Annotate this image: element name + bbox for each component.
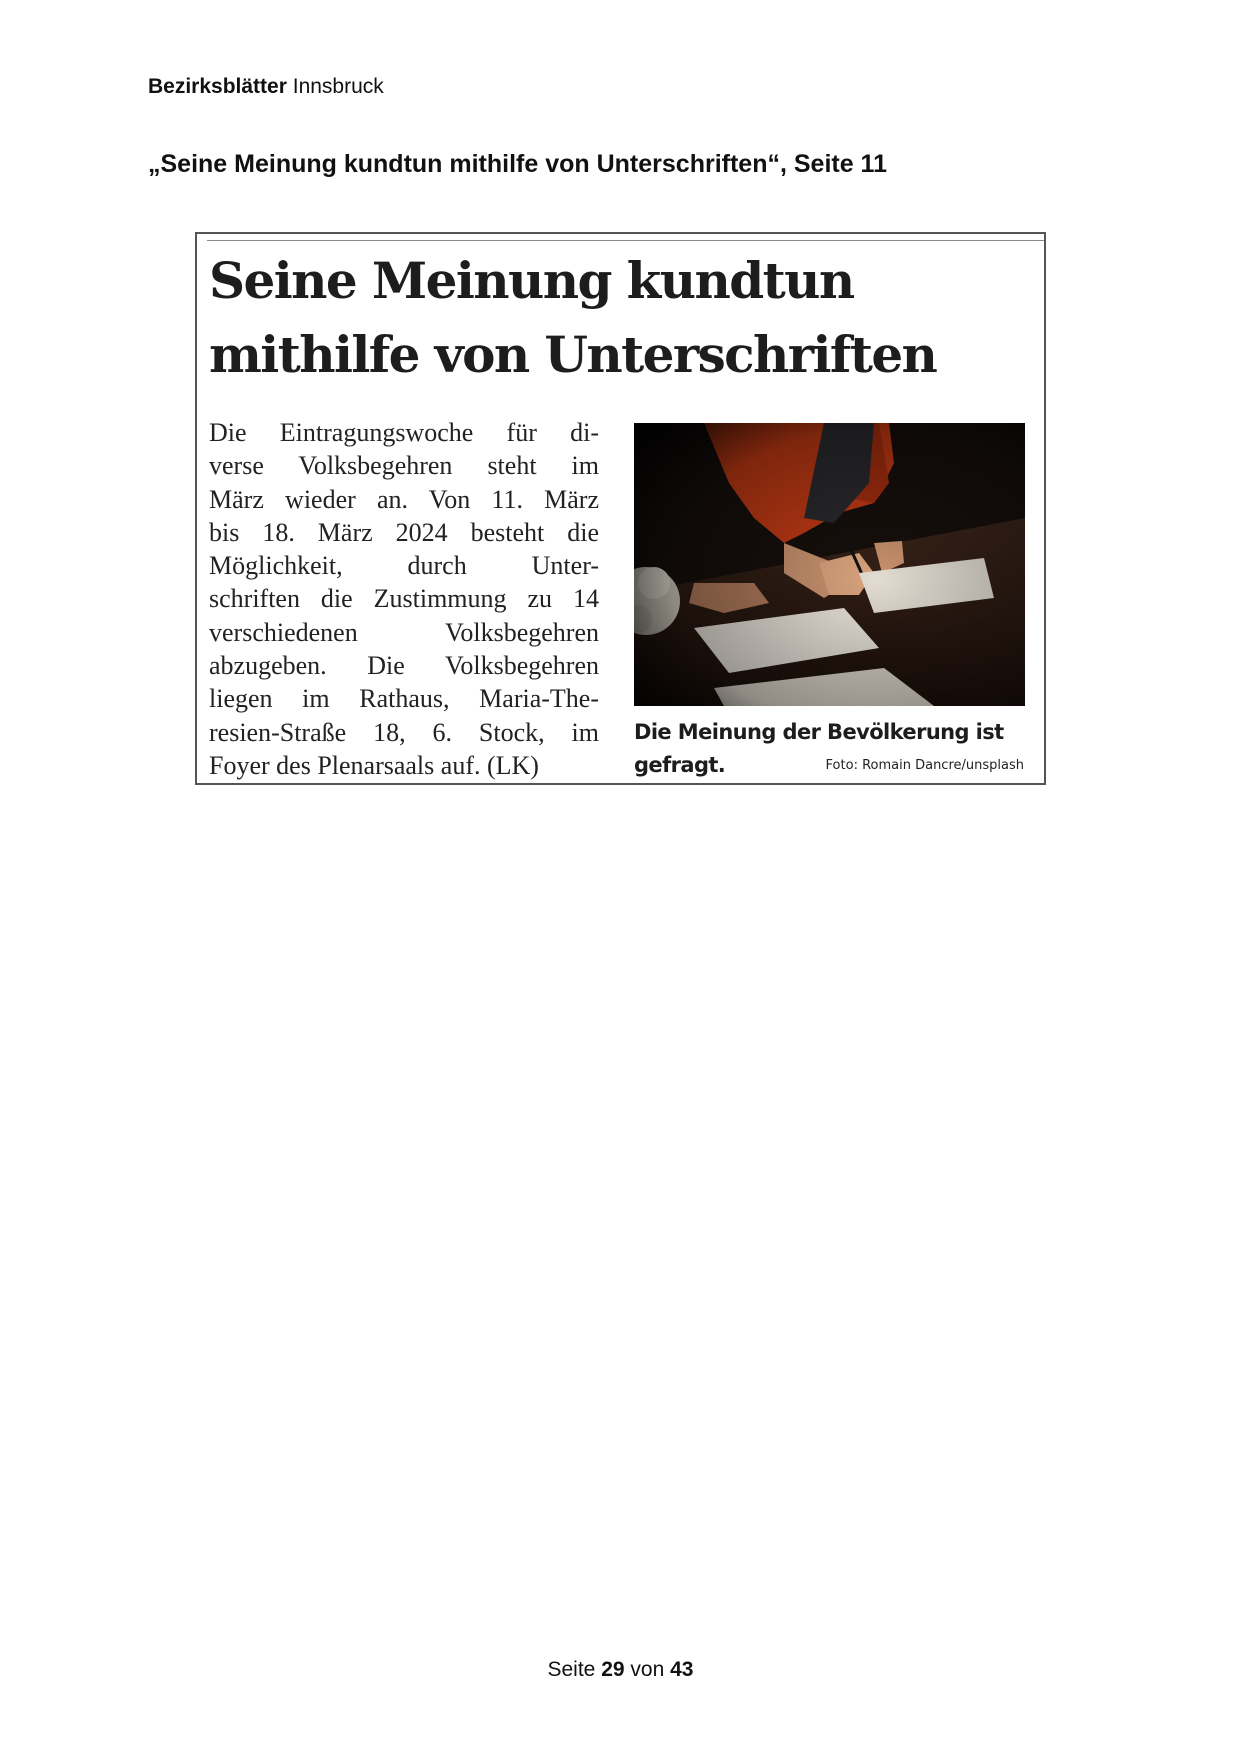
headline-line-1: Seine Meinung kundtun (209, 251, 854, 310)
body-line: verschiedenen Volksbegehren (209, 617, 599, 647)
article-reference: „Seine Meinung kundtun mithilfe von Unterschriften“, Seite 11 (148, 150, 887, 178)
photo-caption: Die Meinung der Bevölkerung ist gefragt. (634, 720, 1004, 777)
body-line: liegen im Rathaus, Maria-The- (209, 684, 599, 714)
footer-separator: von (630, 1658, 665, 1681)
body-line: Die Eintragungswoche für di- (209, 418, 599, 447)
footer-page-prefix: Seite (547, 1658, 596, 1681)
body-line: resien-Straße 18, 6. Stock, im (209, 717, 599, 747)
footer-current-page: 29 (601, 1658, 625, 1681)
publication-location: Innsbruck (292, 75, 384, 98)
publication-name: Bezirksblätter (148, 75, 287, 98)
body-line: bis 18. März 2024 besteht die (209, 517, 599, 547)
clipping-headline (209, 244, 1039, 392)
headline-line-2: mithilfe von Unterschriften (209, 325, 937, 384)
document-header (148, 74, 384, 100)
photo-credit: Foto: Romain Dancre/unsplash (825, 758, 1024, 773)
body-line: schriften die Zustimmung zu 14 (209, 584, 599, 614)
clipping-body-text (209, 416, 599, 782)
body-line: verse Volksbegehren steht im (209, 451, 599, 481)
body-line: Möglichkeit, durch Unter- (209, 551, 599, 581)
clipping-top-rule (207, 240, 1044, 241)
body-line: März wieder an. Von 11. März (209, 484, 599, 514)
page-footer (0, 1657, 1241, 1683)
newspaper-clipping (195, 232, 1046, 785)
footer-total-pages: 43 (670, 1658, 694, 1681)
body-line: abzugeben. Die Volksbegehren (209, 651, 599, 681)
people-signing-documents-photo (634, 423, 1025, 706)
body-line: Foyer des Plenarsaals auf. (LK) (209, 750, 539, 780)
